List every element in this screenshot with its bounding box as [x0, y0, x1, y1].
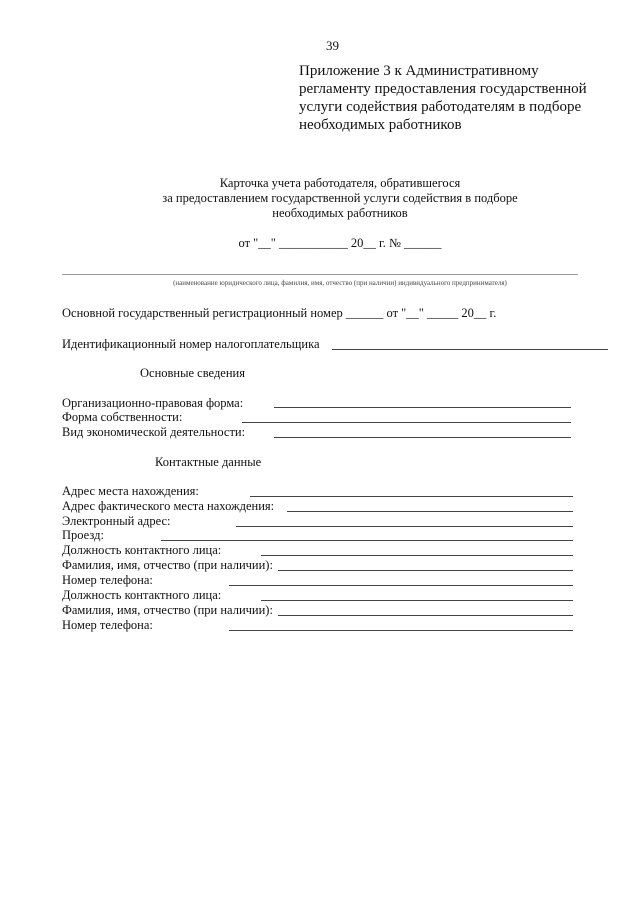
phone-field[interactable]: [229, 585, 573, 586]
card-title: [0, 176, 640, 221]
contact-position-field-2[interactable]: [261, 600, 573, 601]
appendix-line: услуги содействия работодателям в подборе: [299, 99, 582, 115]
actual-address-field[interactable]: [287, 511, 573, 512]
contact-name-field-2[interactable]: [278, 615, 573, 616]
actual-address-label: Адрес фактического места нахождения:: [62, 499, 275, 513]
ownership-form-field[interactable]: [242, 422, 571, 423]
appendix-line: регламенту предоставления государственной: [299, 81, 587, 97]
email-label: Электронный адрес:: [62, 514, 171, 528]
contact-name-label: Фамилия, имя, отчество (при наличии):: [62, 558, 273, 572]
contact-position-field[interactable]: [261, 555, 573, 556]
card-date-line: от "__" ___________ 20__ г. № ______: [238, 236, 442, 250]
appendix-header: [299, 62, 587, 134]
inn-label: Идентификационный номер налогоплательщика: [62, 337, 320, 351]
legal-address-label: Адрес места нахождения:: [62, 484, 199, 498]
directions-label: Проезд:: [62, 528, 104, 542]
directions-field[interactable]: [161, 540, 573, 541]
contact-position-label: Должность контактного лица:: [62, 543, 222, 557]
employer-name-caption: (наименование юридического лица, фамилия, имя, отчество (при наличии) индивидуального предпринимателя): [173, 279, 507, 287]
card-title-line: Карточка учета работодателя, обратившегося: [219, 176, 461, 190]
card-title-line: необходимых работников: [272, 206, 408, 220]
page-number: 39: [326, 38, 339, 53]
card-title-line: за предоставлением государственной услуги содействия в подборе: [162, 191, 518, 205]
basic-section-title: Основные сведения: [140, 366, 245, 380]
ogrn-line: Основной государственный регистрационный номер ______ от "__" _____ 20__ г.: [62, 306, 497, 320]
legal-form-field[interactable]: [274, 407, 571, 408]
activity-type-field[interactable]: [274, 437, 571, 438]
contact-position-label-2: Должность контактного лица:: [62, 588, 222, 602]
activity-type-label: Вид экономической деятельности:: [62, 425, 246, 439]
contact-section-title: Контактные данные: [155, 455, 262, 469]
inn-field[interactable]: [332, 349, 608, 350]
employer-name-field[interactable]: [62, 274, 578, 275]
legal-form-label: Организационно-правовая форма:: [62, 396, 244, 410]
contact-name-field[interactable]: [278, 570, 573, 571]
appendix-line: необходимых работников: [299, 117, 462, 133]
phone-field-2[interactable]: [229, 630, 573, 631]
email-field[interactable]: [236, 526, 573, 527]
contact-name-label-2: Фамилия, имя, отчество (при наличии):: [62, 603, 273, 617]
appendix-line: Приложение 3 к Административному: [299, 63, 539, 79]
phone-label: Номер телефона:: [62, 573, 153, 587]
ownership-form-label: Форма собственности:: [62, 410, 183, 424]
legal-address-field[interactable]: [250, 496, 573, 497]
phone-label-2: Номер телефона:: [62, 618, 153, 632]
